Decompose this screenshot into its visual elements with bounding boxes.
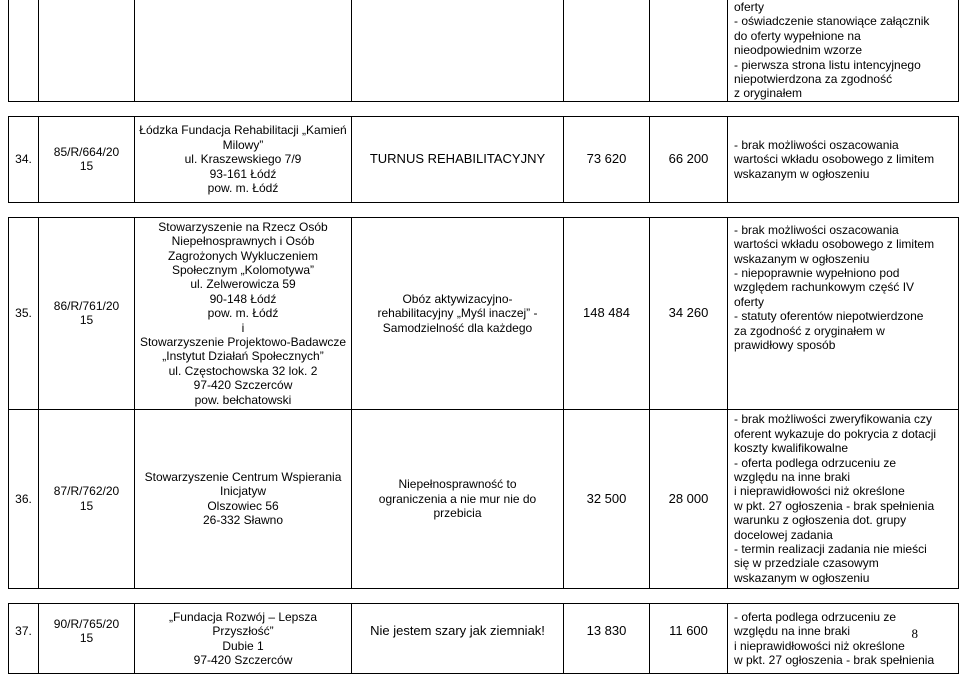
lp-cell: 36.: [9, 409, 39, 588]
table-row: [9, 603, 959, 673]
table-row-continued: [9, 0, 959, 101]
text-line: 90/R/765/20: [53, 616, 120, 631]
table-row: [9, 409, 959, 588]
text-line: 15: [79, 631, 94, 646]
remarks-cell: [728, 409, 959, 588]
text-line: „Instytut Działań Społecznych”: [162, 349, 324, 364]
text-line: Stowarzyszenie Projektowo-Badawcze: [139, 334, 347, 349]
text-line: Olszowiec 56: [207, 498, 279, 513]
text-line: się w przedziale czasowym: [734, 556, 879, 571]
text-line: „Fundacja Rozwój – Lepsza: [168, 609, 318, 624]
text-line: do oferty wypełnione na: [734, 28, 861, 43]
text-line: - pierwsza strona listu intencyjnego: [734, 57, 921, 72]
text-line: oferent wykazuje do pokrycia z dotacji: [734, 426, 937, 441]
text-line: Samodzielność dla każdego: [382, 320, 533, 335]
text-line: Niepełnosprawnych i Osób: [171, 234, 315, 249]
cost-cell: 148 484: [564, 217, 650, 409]
text-line: pow. m. Łódź: [207, 180, 279, 195]
text-line: 85/R/664/20: [53, 144, 120, 159]
text-line: oferty: [734, 294, 765, 309]
id-cell: [39, 217, 135, 409]
text-line: 90-148 Łódź: [209, 291, 277, 306]
text-line: - oferta podlega odrzuceniu ze: [734, 455, 897, 470]
text-line: przebicia: [433, 506, 482, 521]
text-line: Społecznym „Kolomotywa”: [171, 262, 315, 277]
text-line: ul. Kraszewskiego 7/9: [184, 152, 302, 167]
cost-cell: 13 830: [564, 603, 650, 673]
text-line: - brak możliwości oszacowania: [734, 137, 899, 152]
text-line: 86/R/761/20: [53, 298, 120, 313]
id-cell: [39, 116, 135, 202]
remarks-cell: [728, 603, 959, 673]
request-cell: 28 000: [650, 409, 728, 588]
text-line: 93-161 Łódź: [209, 166, 277, 181]
request-cell: 66 200: [650, 116, 728, 202]
text-line: w pkt. 27 ogłoszenia - brak spełnienia: [734, 498, 935, 513]
text-line: Łódzka Fundacja Rehabilitacji „Kamień: [139, 123, 347, 138]
cost-cell: 32 500: [564, 409, 650, 588]
text-line: Obóz aktywizacyjno-: [402, 291, 513, 306]
organization-cell: [135, 603, 352, 673]
remarks-cell: [728, 217, 959, 409]
text-line: ul. Częstochowska 32 lok. 2: [168, 363, 318, 378]
task-cell: [352, 116, 564, 202]
offers-table: [8, 0, 959, 674]
request-cell: 11 600: [650, 603, 728, 673]
table-row: [9, 116, 959, 202]
table-row-gap: [9, 101, 959, 116]
text-line: Dubie 1: [222, 638, 264, 653]
text-line: rehabilitacyjny „Myśl inaczej” -: [377, 306, 538, 321]
text-line: wartości wkładu osobowego z limitem: [734, 152, 935, 167]
text-line: Zagrożonych Wykluczeniem: [168, 248, 318, 263]
text-line: 97-420 Szczerców: [193, 378, 293, 393]
cost-cell: 73 620: [564, 116, 650, 202]
text-line: Milowy”: [222, 137, 264, 152]
text-line: z oryginałem: [734, 86, 803, 101]
text-line: 15: [79, 313, 94, 328]
text-line: i nieprawidłowości niż określone: [734, 484, 905, 499]
text-line: - brak możliwości oszacowania: [734, 222, 899, 237]
lp-cell: 34.: [9, 116, 39, 202]
task-cell: [352, 217, 564, 409]
text-line: względem rachunkowym część IV: [734, 280, 915, 295]
text-line: 87/R/762/20: [53, 484, 120, 499]
page-number: 8: [911, 626, 918, 641]
organization-cell: [135, 116, 352, 202]
text-line: niepotwierdzona za zgodność: [734, 72, 893, 87]
text-line: względu na inne braki: [734, 470, 851, 485]
organization-cell: [135, 217, 352, 409]
text-line: pow. m. Łódź: [207, 306, 279, 321]
text-line: - statuty oferentów niepotwierdzone: [734, 309, 924, 324]
lp-cell: 37.: [9, 603, 39, 673]
text-line: Inicjatyw: [219, 484, 266, 499]
text-line: wskazanym w ogłoszeniu: [734, 251, 870, 266]
text-line: 97-420 Szczerców: [193, 653, 293, 668]
text-line: docelowej zadania: [734, 527, 833, 542]
text-line: 26-332 Sławno: [202, 513, 284, 528]
text-line: 15: [79, 498, 94, 513]
text-line: wskazanym w ogłoszeniu: [734, 166, 870, 181]
text-line: Stowarzyszenie na Rzecz Osób: [158, 219, 328, 234]
text-line: - brak możliwości zweryfikowania czy: [734, 412, 933, 427]
task-cell: [352, 603, 564, 673]
text-line: wskazanym w ogłoszeniu: [734, 570, 870, 585]
text-line: Niepełnosprawność to: [398, 477, 517, 492]
text-line: - niepoprawnie wypełniono pod: [734, 266, 900, 281]
task-cell: [352, 409, 564, 588]
text-line: Nie jestem szary jak ziemniak!: [370, 622, 545, 638]
text-line: TURNUS REHABILITACYJNY: [369, 151, 546, 167]
text-line: prawidłowy sposób: [734, 338, 836, 353]
id-cell: [39, 603, 135, 673]
table-row-gap: [9, 588, 959, 603]
table-row: [9, 217, 959, 409]
text-line: nieodpowiednim wzorze: [734, 43, 863, 58]
id-cell: [39, 409, 135, 588]
text-line: Stowarzyszenie Centrum Wspierania: [144, 470, 342, 485]
text-line: Przyszłość”: [212, 624, 274, 639]
remarks-cell: [728, 116, 959, 202]
lp-cell: 35.: [9, 217, 39, 409]
text-line: 15: [79, 159, 94, 174]
text-line: pow. bełchatowski: [194, 392, 292, 407]
text-line: oferty: [734, 0, 765, 14]
text-line: w pkt. 27 ogłoszenia - brak spełnienia: [734, 653, 935, 668]
text-line: wartości wkładu osobowego z limitem: [734, 237, 935, 252]
text-line: za zgodność z oryginałem w: [734, 323, 885, 338]
text-line: ograniczenia a nie mur nie do: [378, 491, 537, 506]
text-line: warunku z ogłoszenia dot. grupy: [734, 513, 907, 528]
text-line: ul. Zelwerowicza 59: [190, 277, 296, 292]
remarks-cell: [728, 0, 959, 101]
text-line: względu na inne braki: [734, 624, 851, 639]
text-line: - oświadczenie stanowiące załącznik: [734, 14, 930, 29]
text-line: koszty kwalifikowalne: [734, 441, 849, 456]
text-line: - termin realizacji zadania nie mieści: [734, 542, 927, 557]
text-line: i: [241, 320, 245, 335]
request-cell: 34 260: [650, 217, 728, 409]
text-line: - oferta podlega odrzuceniu ze: [734, 609, 897, 624]
organization-cell: [135, 409, 352, 588]
table-row-gap: [9, 202, 959, 217]
text-line: i nieprawidłowości niż określone: [734, 638, 905, 653]
